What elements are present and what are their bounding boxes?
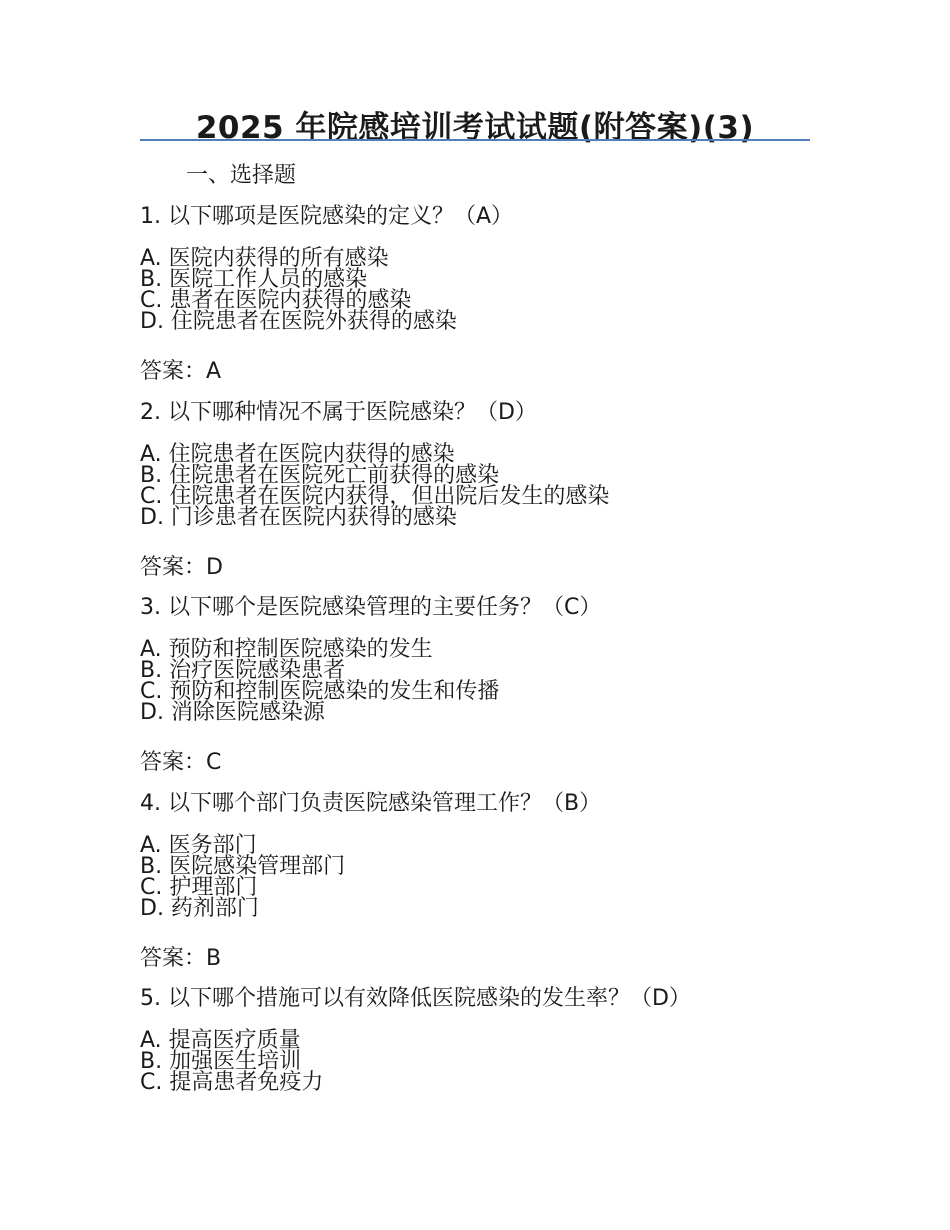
option-list bbox=[140, 835, 820, 919]
answer-line: 答案：C bbox=[140, 750, 222, 775]
answer-line: 答案：D bbox=[140, 555, 223, 580]
option-d: D. 门诊患者在医院内获得的感染 bbox=[140, 505, 457, 530]
question-text: 5. 以下哪个措施可以有效降低医院感染的发生率？（D） bbox=[140, 986, 691, 1011]
question-1 bbox=[140, 202, 820, 387]
question-text: 3. 以下哪个是医院感染管理的主要任务？（C） bbox=[140, 595, 602, 620]
answer-line: 答案：A bbox=[140, 359, 222, 384]
option-a: A. 提高医疗质量 bbox=[140, 1028, 301, 1053]
option-list bbox=[140, 248, 820, 332]
section-heading: 一、选择题 bbox=[186, 163, 297, 188]
question-text: 4. 以下哪个部门负责医院感染管理工作？（B） bbox=[140, 791, 602, 816]
option-list bbox=[140, 1030, 820, 1093]
question-3 bbox=[140, 593, 820, 778]
option-b: B. 治疗医院感染患者 bbox=[140, 658, 346, 683]
option-b: B. 医院工作人员的感染 bbox=[140, 267, 368, 292]
document-title: 2025 年院感培训考试试题(附答案)(3) bbox=[195, 110, 755, 146]
title-underline bbox=[140, 139, 810, 141]
question-text: 1. 以下哪项是医院感染的定义？（A） bbox=[140, 204, 514, 229]
option-b: B. 医院感染管理部门 bbox=[140, 854, 346, 879]
option-d: D. 药剂部门 bbox=[140, 896, 259, 921]
answer-line: 答案：B bbox=[140, 946, 222, 971]
option-c: C. 患者在医院内获得的感染 bbox=[140, 288, 412, 313]
option-a: A. 预防和控制医院感染的发生 bbox=[140, 637, 433, 662]
question-2 bbox=[140, 398, 820, 583]
option-b: B. 加强医生培训 bbox=[140, 1049, 302, 1074]
option-a: A. 住院患者在医院内获得的感染 bbox=[140, 442, 455, 467]
question-text: 2. 以下哪种情况不属于医院感染？（D） bbox=[140, 400, 537, 425]
option-c: C. 预防和控制医院感染的发生和传播 bbox=[140, 679, 500, 704]
option-list bbox=[140, 639, 820, 723]
option-c: C. 护理部门 bbox=[140, 875, 258, 900]
option-a: A. 医院内获得的所有感染 bbox=[140, 246, 389, 271]
option-list bbox=[140, 444, 820, 528]
question-5 bbox=[140, 984, 820, 1093]
option-d: D. 消除医院感染源 bbox=[140, 700, 325, 725]
option-c: C. 住院患者在医院内获得，但出院后发生的感染 bbox=[140, 484, 610, 509]
option-c: C. 提高患者免疫力 bbox=[140, 1070, 324, 1095]
option-d: D. 住院患者在医院外获得的感染 bbox=[140, 309, 457, 334]
option-a: A. 医务部门 bbox=[140, 833, 257, 858]
question-4 bbox=[140, 789, 820, 974]
option-b: B. 住院患者在医院死亡前获得的感染 bbox=[140, 463, 500, 488]
